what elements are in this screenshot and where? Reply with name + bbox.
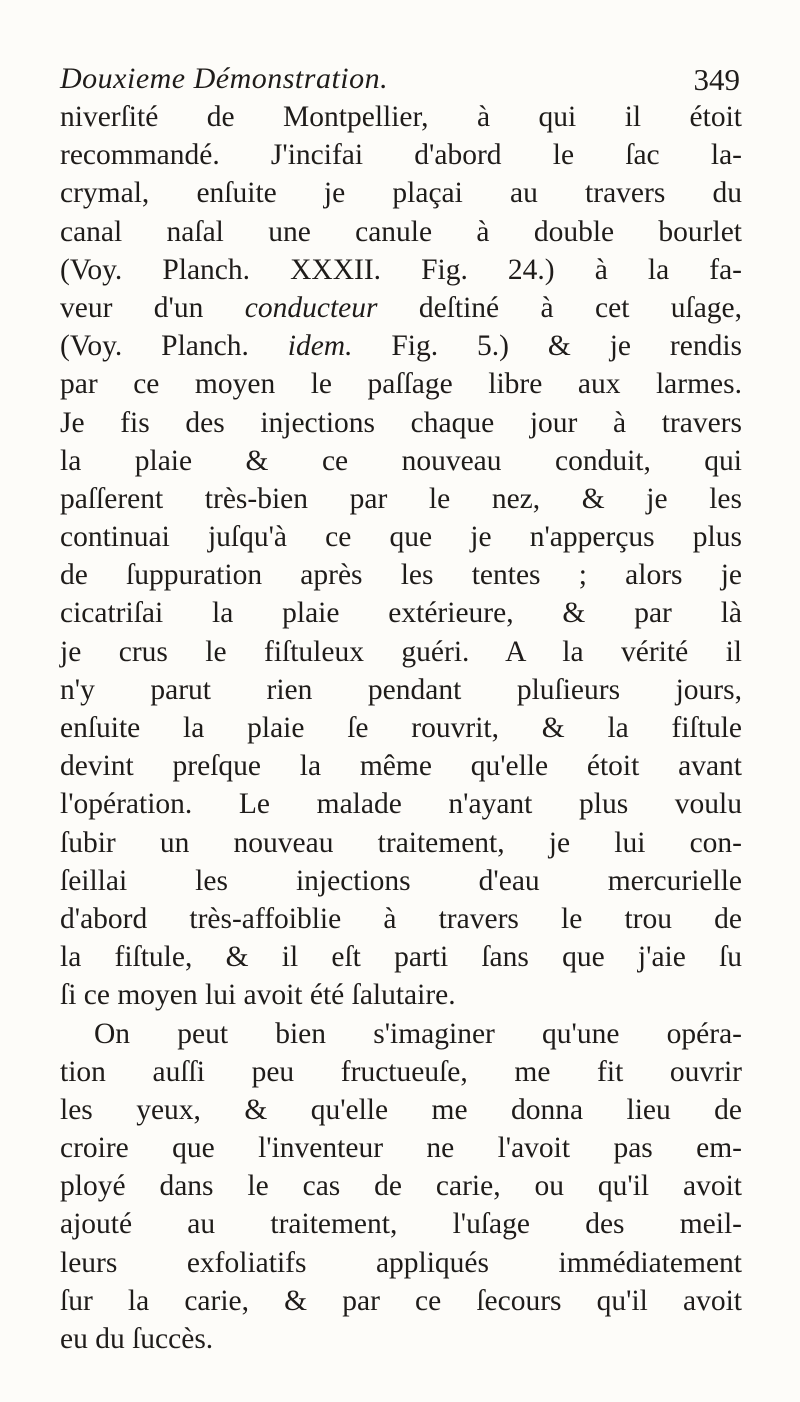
text-line: eu du ſuccès. xyxy=(60,1323,214,1355)
text-line: On peut bien s'imaginer qu'une opéra- xyxy=(94,1017,742,1050)
text-line: les yeux, & qu'elle me donna lieu de xyxy=(60,1093,742,1126)
text-line: niverſité de Montpellier, à qui il étoit xyxy=(60,101,742,133)
text-line: la fiſtule, & il eſt parti ſans que j'aie ſu xyxy=(60,941,742,974)
text-line: Je fis des injections chaque jour à travers xyxy=(60,406,742,439)
text-line: paſſerent très-bien par le nez, & je les xyxy=(60,482,742,515)
text-line: tion auſſi peu fructueuſe, me fit ouvrir xyxy=(60,1055,742,1088)
text-line: ajouté au traitement, l'uſage des meil- xyxy=(60,1208,742,1241)
text-line: recommandé. J'incifai d'abord le ſac la- xyxy=(60,139,742,172)
text-segment: veur d'un xyxy=(60,291,204,324)
text-segment: deſtiné à cet uſage, xyxy=(418,291,743,324)
italic-term: conducteur xyxy=(244,291,378,324)
text-line: d'abord très-affoiblie à travers le trou de xyxy=(60,902,742,935)
text-line: devint preſque la même qu'elle étoit avant xyxy=(60,750,742,783)
text-line xyxy=(60,327,742,365)
page-number: 349 xyxy=(693,62,740,97)
text-line: je crus le fiſtuleux guéri. A la vérité il xyxy=(60,635,742,668)
text-line: (Voy. Planch. XXXII. Fig. 24.) à la fa- xyxy=(60,253,742,286)
text-line: ſeillai les injections d'eau mercurielle xyxy=(60,864,742,897)
text-line: leurs exfoliatifs appliqués immédiatement xyxy=(60,1246,742,1279)
text-line: croire que l'inventeur ne l'avoit pas em- xyxy=(60,1132,742,1165)
text-line: la plaie & ce nouveau conduit, qui xyxy=(60,444,742,477)
text-line: de ſuppuration après les tentes ; alors je xyxy=(60,559,742,592)
running-head: Douxieme Démonstration. xyxy=(60,62,389,95)
text-line: enſuite la plaie ſe rouvrit, & la fiſtule xyxy=(60,712,742,744)
text-line: continuai juſqu'à ce que je n'apperçus plus xyxy=(60,521,742,554)
italic-term: idem. xyxy=(287,330,353,363)
text-line: crymal, enſuite je plaçai au travers du xyxy=(60,177,742,210)
text-line: ſur la carie, & par ce ſecours qu'il avoit xyxy=(60,1284,742,1317)
text-line: n'y parut rien pendant pluſieurs jours, xyxy=(60,673,742,706)
text-line: ſubir un nouveau traitement, je lui con- xyxy=(60,826,742,859)
text-line: l'opération. Le malade n'ayant plus voulu xyxy=(60,788,742,821)
text-line xyxy=(60,289,742,327)
text-line: canal naſal une canule à double bourlet xyxy=(60,215,742,248)
page-header xyxy=(60,62,740,102)
text-segment: (Voy. Planch. xyxy=(60,330,249,363)
text-segment: Fig. 5.) & je rendis xyxy=(391,330,743,363)
text-line: ployé dans le cas de carie, ou qu'il avoit xyxy=(60,1170,742,1203)
body-text xyxy=(60,98,760,1358)
text-line: cicatriſai la plaie extérieure, & par là xyxy=(60,597,742,630)
text-line: par ce moyen le paſſage libre aux larmes. xyxy=(60,368,742,401)
text-line: ſi ce moyen lui avoit été ſalutaire. xyxy=(60,979,456,1012)
